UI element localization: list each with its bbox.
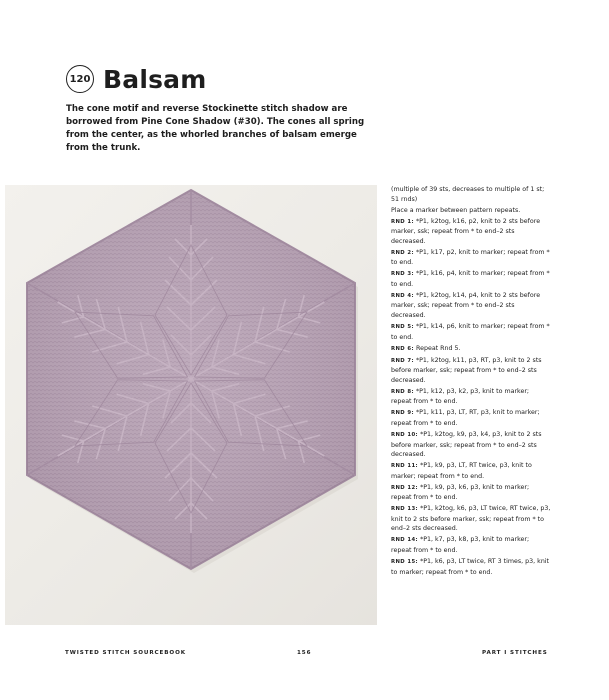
round-item — [391, 483, 551, 503]
round-text: *P1, k14, p6, knit to marker; repeat from * to end. — [391, 323, 550, 341]
round-text: *P1, k2tog, k9, p3, k4, p3, knit to 2 sts before marker, ssk; repeat from * to end–2 sts decreased. — [391, 430, 542, 459]
round-item — [391, 356, 551, 386]
round-item — [391, 217, 551, 247]
round-text: *P1, k9, p3, k6, p3, knit to marker; repeat from * to end. — [391, 483, 530, 502]
round-item — [391, 344, 551, 355]
knitted-swatch-photo — [5, 185, 377, 625]
stitch-multiple: (multiple of 39 sts, decreases to multiple of 1 st; 51 rnds) — [391, 186, 545, 203]
round-item — [391, 322, 551, 342]
round-label: RND 5: — [391, 324, 414, 331]
round-text: *P1, k2tog, k6, p3, LT twice, RT twice, p3, knit to 2 sts before marker, ssk; repeat from * to end–2 sts decreased. — [391, 505, 551, 533]
round-text: *P1, k17, p2, knit to marker; repeat from * to end. — [391, 248, 550, 267]
round-item — [391, 387, 551, 407]
round-item — [391, 461, 551, 481]
pattern-instructions — [391, 185, 551, 579]
round-label: RND 3: — [391, 271, 414, 278]
round-label: RND 14: — [391, 537, 419, 544]
round-label: RND 1: — [391, 218, 414, 225]
round-item — [391, 269, 551, 289]
round-text: Repeat Rnd 5. — [415, 344, 461, 352]
round-text: *P1, k9, p3, LT, RT twice, p3, knit to marker; repeat from * to end. — [391, 462, 532, 480]
round-item — [391, 408, 551, 428]
round-label: RND 11: — [391, 463, 419, 470]
round-label: RND 13: — [391, 506, 419, 513]
marker-note: Place a marker between pattern repeats. — [391, 206, 521, 214]
round-label: RND 7: — [391, 357, 414, 364]
round-text: *P1, k2tog, k14, p4, knit to 2 sts before marker, ssk; repeat from * to end–2 sts decreased. — [391, 291, 541, 320]
round-label: RND 9: — [391, 410, 414, 417]
round-text: *P1, k16, p4, knit to marker; repeat from * to end. — [391, 270, 550, 288]
pattern-title: Balsam — [103, 64, 207, 94]
footer-book-title: TWISTED STITCH SOURCEBOOK — [65, 650, 186, 656]
round-label: RND 8: — [391, 388, 414, 395]
round-label: RND 15: — [391, 559, 419, 566]
round-label: RND 6: — [391, 345, 414, 352]
round-item — [391, 557, 551, 577]
round-item — [391, 535, 551, 555]
round-label: RND 12: — [391, 484, 419, 491]
footer-page-number: 156 — [297, 650, 312, 656]
round-text: *P1, k7, p3, k8, p3, knit to marker; repeat from * to end. — [391, 536, 530, 555]
pattern-intro: The cone motif and reverse Stockinette stitch shadow are borrowed from Pine Cone Shadow (#30). The cones all spring from the center, as the whorled branches of balsam emerge from the trunk. — [66, 104, 365, 153]
round-item — [391, 430, 551, 460]
round-text: *P1, k2tog, k16, p2, knit to 2 sts before marker, ssk; repeat from * to end–2 sts decreased. — [391, 217, 541, 245]
round-text: *P1, k12, p3, k2, p3, knit to marker; repeat from * to end. — [391, 387, 530, 406]
round-label: RND 2: — [391, 249, 414, 256]
round-text: *P1, k11, p3, LT, RT, p3, knit to marker; repeat from * to end. — [391, 409, 540, 427]
footer-section: PART I STITCHES — [482, 650, 548, 656]
pattern-number-badge: 120 — [66, 65, 94, 93]
round-label: RND 4: — [391, 292, 414, 299]
round-text: *P1, k6, p3, LT twice, RT 3 times, p3, knit to marker; repeat from * to end. — [391, 558, 550, 576]
round-item — [391, 504, 551, 534]
round-label: RND 10: — [391, 431, 419, 438]
round-item — [391, 248, 551, 268]
hexagon-swatch-image — [5, 185, 377, 625]
pattern-header — [66, 62, 207, 96]
round-text: *P1, k2tog, k11, p3, RT, p3, knit to 2 sts before marker, ssk; repeat from * to end–2 sts decreased. — [391, 356, 542, 384]
round-item — [391, 291, 551, 321]
round-list — [391, 217, 551, 578]
